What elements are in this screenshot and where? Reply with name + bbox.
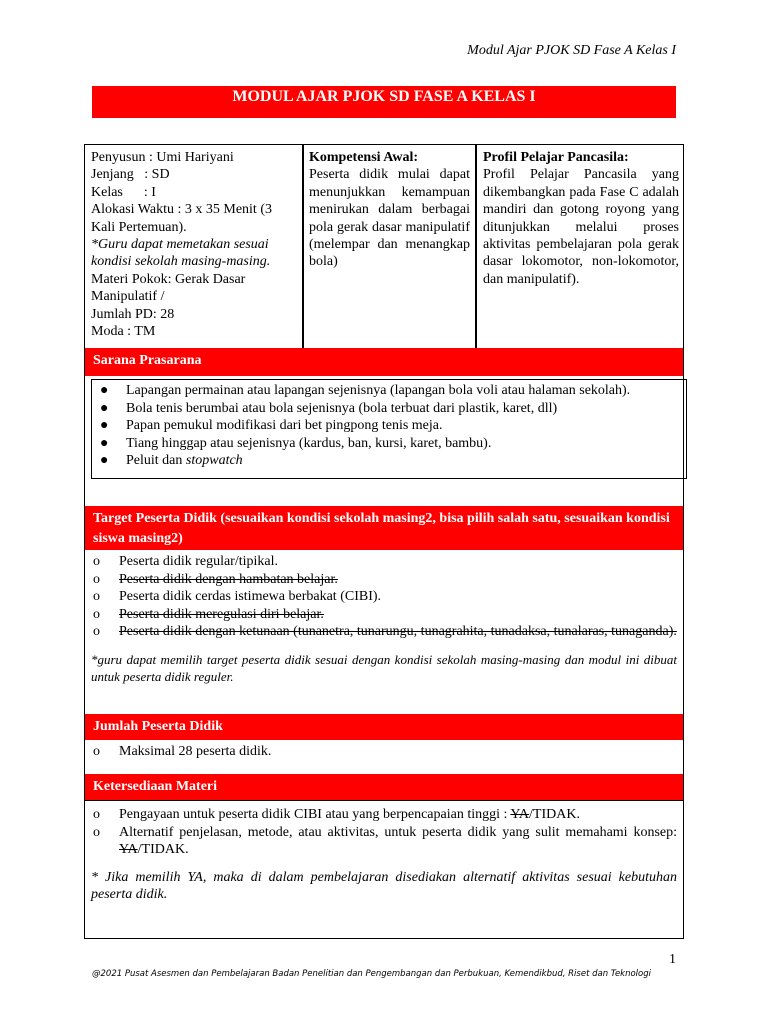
materi-pokok: Materi Pokok: Gerak Dasar Manipulatif / <box>91 271 246 305</box>
profil-heading: Profil Pelajar Pancasila: <box>483 150 629 165</box>
moda: Moda : TM <box>91 324 156 340</box>
ketersediaan-note: * Jika memilih YA, maka di dalam pembelajaran disediakan alternatif aktivitas sesuai kebutuhan peserta didik. <box>91 869 677 902</box>
list-item: o Pengayaan untuk peserta didik CIBI atau yang berpencapaian tinggi : YA/TIDAK. <box>93 807 580 822</box>
list-item: o Peserta didik regular/tipikal. <box>93 554 279 569</box>
list-item: ● Bola tenis berumbai atau bola sejenisnya (bola terbuat dari plastik, karet, dll) <box>100 400 558 416</box>
list-item: ● Tiang hinggap atau sejenisnya (kardus, ban, kursi, karet, bambu). <box>100 435 492 451</box>
jumlah-section <box>91 743 677 761</box>
jenjang: Jenjang : SD <box>91 167 170 183</box>
list-item: ● Papan pemukul modifikasi dari bet pingpong tenis meja. <box>100 418 443 434</box>
kompetensi-cell <box>304 145 477 348</box>
target-heading: Target Peserta Didik (sesuaikan kondisi sekolah masing2, bisa pilih salah satu, sesuaikan kondisi siswa masing2) <box>85 506 683 550</box>
ketersediaan-heading: Ketersediaan Materi <box>85 774 683 800</box>
profil-text: Profil Pelajar Pancasila yang dikembangkan pada Fase C adalah mandiri dan gotong royong yang ditunjukkan melalui proses aktivitas pembelajaran pola gerak dasar lokomotor, non-lokomotor, dan manipulatif). <box>483 167 679 287</box>
penyusun: Penyusun : Umi Hariyani <box>91 150 234 165</box>
list-item: o Maksimal 28 peserta didik. <box>93 744 272 759</box>
jumlah-heading: Jumlah Peserta Didik <box>85 714 683 740</box>
target-list <box>91 553 677 641</box>
jumlah-pd: Jumlah PD: 28 <box>91 306 175 322</box>
mapping-note: *Guru dapat memetakan sesuai kondisi sekolah masing-masing. <box>91 237 271 270</box>
list-item: o Peserta didik dengan hambatan belajar. <box>93 571 338 587</box>
list-item: o Peserta didik dengan ketunaan (tunanetra, tunarungu, tunagrahita, tunadaksa, tunalaras, tunaganda). <box>93 624 677 640</box>
kompetensi-heading: Kompetensi Awal: <box>309 150 419 165</box>
alokasi-waktu: Alokasi Waktu : 3 x 35 Menit (3 Kali Pertemuan). <box>91 202 272 235</box>
profil-cell <box>477 145 685 348</box>
list-item: o Alternatif penjelasan, metode, atau aktivitas, untuk peserta didik yang sulit memahami konsep: YA/TIDAK. <box>93 824 677 858</box>
target-note: *guru dapat memilih target peserta didik sesuai dengan kondisi sekolah masing-masing dan modul ini dibuat untuk peserta didik reguler. <box>91 651 677 684</box>
info-row <box>85 145 685 348</box>
list-item: ● Peluit dan stopwatch <box>100 453 243 469</box>
list-item: o Peserta didik cerdas istimewa berbakat (CIBI). <box>93 589 382 605</box>
sarana-heading: Sarana Prasarana <box>85 348 683 376</box>
ketersediaan-section <box>91 806 677 903</box>
identity-cell <box>85 145 304 348</box>
page-number: 1 <box>669 952 676 967</box>
module-table <box>84 144 684 939</box>
running-header: Modul Ajar PJOK SD Fase A Kelas I <box>467 43 676 58</box>
divider <box>85 800 683 801</box>
footer-copyright: @2021 Pusat Asesmen dan Pembelajaran Badan Penelitian dan Pengembangan dan Perbukuan, Kemendikbud, Riset dan Teknologi <box>92 969 651 979</box>
target-section <box>91 553 677 685</box>
list-item: ● Lapangan permainan atau lapangan sejenisnya (lapangan bola voli atau halaman sekolah). <box>100 383 631 398</box>
list-item: o Peserta didik meregulasi diri belajar. <box>93 606 324 622</box>
sarana-list <box>98 382 680 470</box>
document-title: MODUL AJAR PJOK SD FASE A KELAS I <box>92 86 676 118</box>
sarana-box <box>91 379 687 479</box>
kelas: Kelas : I <box>91 184 156 200</box>
kompetensi-text: Peserta didik mulai dapat menunjukkan kemampuan menirukan dalam berbagai pola gerak dasar manipulatif (melempar dan menangkap bola) <box>309 167 470 270</box>
